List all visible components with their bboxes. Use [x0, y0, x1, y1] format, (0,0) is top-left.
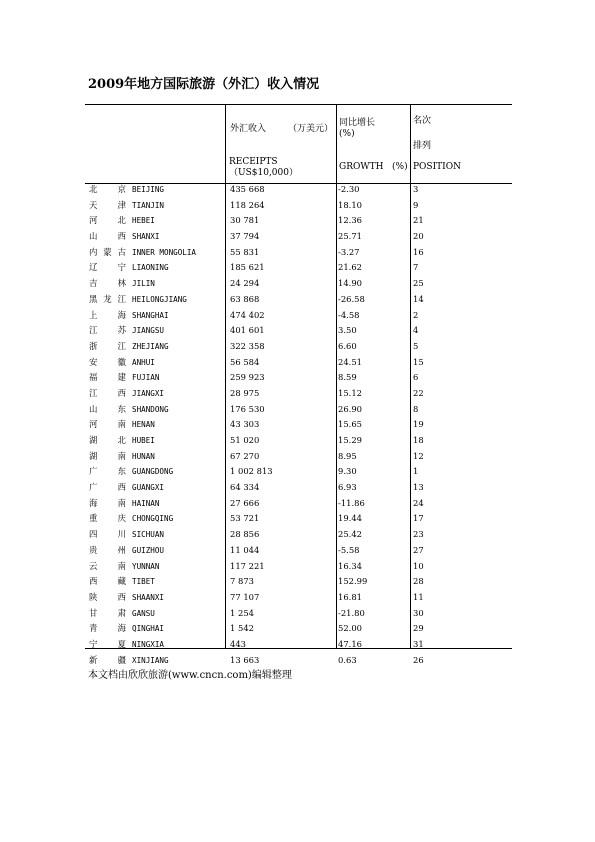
province-name-en: SICHUAN: [132, 530, 165, 540]
province-name-cn: 福建: [89, 372, 126, 383]
table-row: [85, 559, 512, 575]
province-name-cn: 天津: [89, 199, 126, 210]
province-name-cn: 内蒙古: [89, 246, 126, 257]
growth-value: 16.81: [338, 591, 362, 602]
header-growth-unit-en: (%): [392, 162, 408, 172]
province-name-en: HEBEI: [132, 216, 155, 226]
position-value: 15: [413, 356, 424, 367]
receipts-value: 259 923: [230, 372, 265, 383]
province-name-en: QINGHAI: [132, 624, 165, 634]
growth-value: 18.10: [338, 199, 362, 210]
header-position-en: POSITION: [413, 162, 461, 172]
header-position-cn-1: 名次: [413, 116, 432, 126]
growth-value: 19.44: [338, 513, 362, 524]
position-value: 3: [413, 184, 419, 194]
position-value: 13: [413, 482, 424, 493]
table-row: [85, 511, 512, 527]
province-name-en: SHANGHAI: [132, 310, 169, 320]
table-row: [85, 276, 512, 292]
growth-value: 15.12: [338, 387, 362, 398]
growth-value: 9.30: [338, 466, 357, 477]
province-name-en: LIAONING: [132, 263, 169, 273]
province-name-cn: 新疆: [89, 654, 126, 665]
table-row: [85, 496, 512, 512]
growth-value: 14.90: [338, 278, 362, 289]
growth-value: 24.51: [338, 356, 362, 367]
growth-value: 47.16: [338, 638, 362, 649]
receipts-value: 7 873: [230, 576, 254, 587]
table-body: [85, 182, 512, 668]
table-row: [85, 245, 512, 261]
receipts-value: 63 868: [230, 293, 260, 304]
receipts-value: 27 666: [230, 497, 260, 508]
province-name-en: HAINAN: [132, 498, 160, 508]
receipts-value: 77 107: [230, 591, 260, 602]
province-name-cn: 吉林: [89, 278, 126, 289]
position-value: 21: [413, 215, 424, 226]
table-row: [85, 370, 512, 386]
position-value: 12: [413, 450, 424, 461]
province-name-en: HEILONGJIANG: [132, 294, 187, 304]
province-name-en: GUANGXI: [132, 483, 165, 493]
province-name-en: GUANGDONG: [132, 467, 174, 477]
table-row: [85, 213, 512, 229]
receipts-value: 176 530: [230, 403, 265, 414]
position-value: 28: [413, 576, 424, 587]
growth-value: 12.36: [338, 215, 362, 226]
position-value: 1: [413, 466, 419, 477]
province-name-en: HENAN: [132, 420, 155, 430]
province-name-en: JIANGXI: [132, 388, 165, 398]
receipts-value: 37 794: [230, 231, 260, 242]
growth-value: 152.99: [338, 576, 368, 587]
header-receipts-cn: 外汇收入: [230, 124, 267, 134]
growth-value: 16.34: [338, 560, 362, 571]
table-row: [85, 621, 512, 637]
growth-value: -5.58: [338, 544, 360, 555]
province-name-en: GUIZHOU: [132, 545, 165, 555]
province-name-cn: 江西: [89, 387, 126, 398]
province-name-en: SHAANXI: [132, 592, 165, 602]
receipts-value: 28 856: [230, 529, 260, 540]
position-value: 17: [413, 513, 424, 524]
position-value: 25: [413, 278, 424, 289]
position-value: 8: [413, 403, 419, 414]
header-receipts-en: RECEIPTS: [229, 157, 278, 167]
growth-value: 21.62: [338, 262, 362, 273]
receipts-value: 474 402: [230, 309, 265, 320]
province-name-cn: 广西: [89, 482, 126, 493]
receipts-value: 43 303: [230, 419, 260, 430]
table-row: [85, 339, 512, 355]
growth-value: 3.50: [338, 325, 357, 336]
position-value: 14: [413, 293, 424, 304]
receipts-value: 53 721: [230, 513, 260, 524]
position-value: 9: [413, 199, 419, 210]
position-value: 6: [413, 372, 419, 383]
province-name-cn: 四川: [89, 529, 126, 540]
growth-value: 25.42: [338, 529, 362, 540]
growth-value: 52.00: [338, 623, 362, 634]
table-row: [85, 590, 512, 606]
receipts-value: 13 663: [230, 654, 260, 665]
position-value: 22: [413, 387, 424, 398]
receipts-value: 64 334: [230, 482, 260, 493]
province-name-cn: 黑龙江: [89, 293, 126, 304]
position-value: 10: [413, 560, 424, 571]
province-name-cn: 江苏: [89, 325, 126, 336]
receipts-value: 56 584: [230, 356, 260, 367]
table-row: [85, 198, 512, 214]
province-name-en: CHONGQING: [132, 514, 174, 524]
province-name-cn: 山东: [89, 403, 126, 414]
table-row: [85, 480, 512, 496]
position-value: 2: [413, 309, 419, 320]
province-name-en: XINJIANG: [132, 655, 169, 665]
position-value: 19: [413, 419, 424, 430]
source-note: 本文档由欣欣旅游(www.cncn.com)编辑整理: [88, 670, 292, 681]
page-title: 2009年地方国际旅游（外汇）收入情况: [88, 77, 320, 92]
table-row: [85, 417, 512, 433]
table-top-rule: [85, 104, 512, 105]
growth-value: -21.80: [338, 607, 365, 618]
table-row: [85, 449, 512, 465]
position-value: 30: [413, 607, 424, 618]
province-name-en: NINGXIA: [132, 639, 165, 649]
receipts-value: 1 002 813: [230, 466, 273, 477]
receipts-value: 24 294: [230, 278, 260, 289]
province-name-cn: 甘肃: [89, 607, 126, 618]
header-growth-cn: 同比增长: [339, 118, 376, 128]
growth-value: 8.95: [338, 450, 357, 461]
province-name-en: SHANXI: [132, 232, 160, 242]
receipts-value: 1 254: [230, 607, 254, 618]
growth-value: -3.27: [338, 246, 360, 257]
province-name-cn: 湖南: [89, 450, 126, 461]
position-value: 24: [413, 497, 424, 508]
receipts-value: 117 221: [230, 560, 265, 571]
province-name-cn: 陕西: [89, 591, 126, 602]
province-name-en: ZHEJIANG: [132, 341, 169, 351]
receipts-value: 435 668: [230, 184, 265, 194]
province-name-cn: 西藏: [89, 576, 126, 587]
growth-value: 15.29: [338, 435, 362, 445]
position-value: 20: [413, 231, 424, 242]
province-name-cn: 广东: [89, 466, 126, 477]
table-row: [85, 386, 512, 402]
position-value: 31: [413, 638, 424, 649]
position-value: 29: [413, 623, 424, 634]
province-name-cn: 河南: [89, 419, 126, 430]
province-name-cn: 浙江: [89, 340, 126, 351]
header-growth-en: GROWTH: [339, 162, 384, 172]
table-row: [85, 402, 512, 418]
growth-value: 6.60: [338, 340, 357, 351]
province-name-cn: 湖北: [89, 435, 126, 445]
table-row: [85, 308, 512, 324]
province-name-en: HUBEI: [132, 436, 155, 445]
province-name-cn: 河北: [89, 215, 126, 226]
header-receipts-unit-en: （US$10,000）: [229, 168, 298, 178]
receipts-value: 443: [230, 638, 246, 649]
receipts-value: 51 020: [230, 435, 260, 445]
province-name-en: BEIJING: [132, 185, 165, 194]
header-growth-unit-cn: (%): [339, 129, 355, 139]
growth-value: 25.71: [338, 231, 362, 242]
table-row: [85, 292, 512, 308]
receipts-value: 1 542: [230, 623, 254, 634]
table-row: [85, 464, 512, 480]
position-value: 27: [413, 544, 424, 555]
province-name-cn: 安徽: [89, 356, 126, 367]
province-name-en: TIANJIN: [132, 200, 165, 210]
position-value: 11: [413, 591, 424, 602]
receipts-value: 28 975: [230, 387, 260, 398]
province-name-en: TIBET: [132, 577, 155, 587]
growth-value: -2.30: [338, 184, 360, 194]
province-name-cn: 重庆: [89, 513, 126, 524]
growth-value: -11.86: [338, 497, 365, 508]
receipts-value: 322 358: [230, 340, 265, 351]
growth-value: 15.65: [338, 419, 362, 430]
receipts-value: 30 781: [230, 215, 260, 226]
position-value: 4: [413, 325, 419, 336]
province-name-en: INNER MONGOLIA: [132, 247, 197, 257]
table-row: [85, 543, 512, 559]
growth-value: 6.93: [338, 482, 357, 493]
receipts-value: 185 621: [230, 262, 265, 273]
province-name-cn: 辽宁: [89, 262, 126, 273]
receipts-value: 118 264: [230, 199, 265, 210]
position-value: 5: [413, 340, 419, 351]
table-row: [85, 574, 512, 590]
table-row: [85, 229, 512, 245]
province-name-cn: 海南: [89, 497, 126, 508]
table-row: [85, 637, 512, 653]
table-row: [85, 323, 512, 339]
table-row: [85, 606, 512, 622]
position-value: 23: [413, 529, 424, 540]
growth-value: 0.63: [338, 654, 357, 665]
table-row: [85, 433, 512, 449]
table-row: [85, 355, 512, 371]
province-name-cn: 北京: [89, 184, 126, 194]
table-row: [85, 527, 512, 543]
province-name-cn: 青海: [89, 623, 126, 634]
province-name-en: GANSU: [132, 608, 155, 618]
province-name-en: FUJIAN: [132, 373, 160, 383]
province-name-en: JILIN: [132, 279, 155, 289]
province-name-en: HUNAN: [132, 451, 155, 461]
growth-value: -4.58: [338, 309, 360, 320]
growth-value: 26.90: [338, 403, 362, 414]
table-row: [85, 182, 512, 198]
receipts-value: 55 831: [230, 246, 260, 257]
province-name-en: SHANDONG: [132, 404, 169, 414]
province-name-en: YUNNAN: [132, 561, 160, 571]
province-name-cn: 云南: [89, 560, 126, 571]
position-value: 26: [413, 654, 424, 665]
header-receipts-unit-cn: （万美元）: [288, 124, 334, 134]
position-value: 18: [413, 435, 424, 445]
province-name-cn: 贵州: [89, 544, 126, 555]
receipts-value: 401 601: [230, 325, 265, 336]
header-position-cn-2: 排列: [413, 141, 432, 151]
receipts-value: 67 270: [230, 450, 260, 461]
province-name-en: ANHUI: [132, 357, 155, 367]
receipts-value: 11 044: [230, 544, 260, 555]
position-value: 16: [413, 246, 424, 257]
position-value: 7: [413, 262, 419, 273]
table-row: [85, 260, 512, 276]
province-name-en: JIANGSU: [132, 326, 165, 336]
province-name-cn: 山西: [89, 231, 126, 242]
province-name-cn: 宁夏: [89, 638, 126, 649]
province-name-cn: 上海: [89, 309, 126, 320]
growth-value: -26.58: [338, 293, 365, 304]
growth-value: 8.59: [338, 372, 357, 383]
